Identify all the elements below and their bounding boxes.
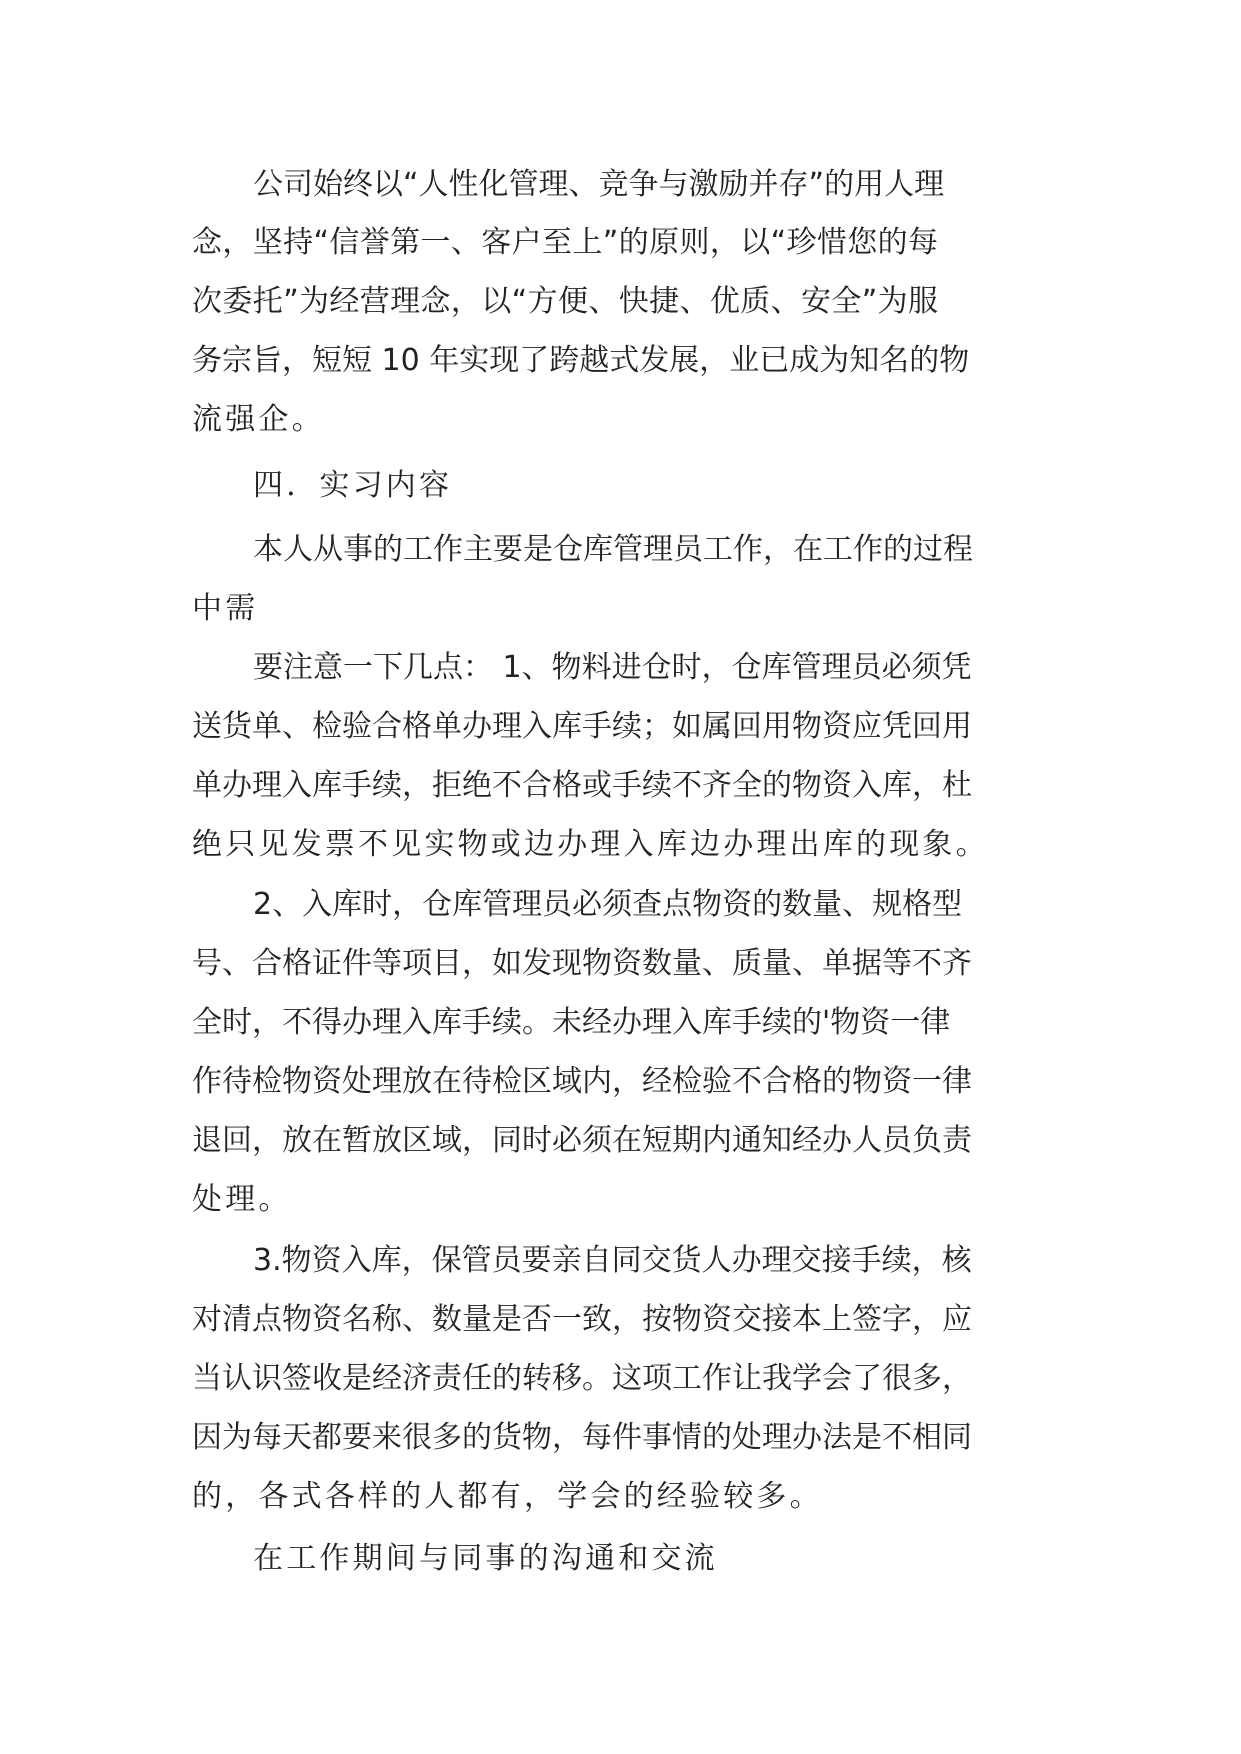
paragraph-line: 全时，不得办理入库手续。未经办理入库手续的'物资一律 (192, 1005, 951, 1040)
paragraph-line: 作待检物资处理放在待检区域内，经检验不合格的物资一律 (192, 1064, 972, 1099)
paragraph-line: 送货单、检验合格单办理入库手续；如属回用物资应凭回用 (192, 709, 972, 744)
paragraph-line: 的，各式各样的人都有，学会的经验较多。 (192, 1479, 823, 1514)
paragraph-line: 念，坚持“信誉第一、客户至上”的原则，以“珍惜您的每 (192, 225, 938, 260)
paragraph-line: 3.物资入库，保管员要亲自同交货人办理交接手续，核 (253, 1243, 972, 1278)
paragraph-line: 因为每天都要来很多的货物，每件事情的处理办法是不相同 (192, 1420, 972, 1455)
paragraph-line: 退回，放在暂放区域，同时必须在短期内通知经办人员负责 (192, 1123, 972, 1158)
paragraph-line: 在工作期间与同事的沟通和交流 (253, 1541, 718, 1576)
paragraph-line: 绝只见发票不见实物或边办理入库边办理出库的现象。 (192, 827, 989, 862)
paragraph-line: 当认识签收是经济责任的转移。这项工作让我学会了很多， (192, 1361, 972, 1396)
paragraph-line: 次委托”为经营理念，以“方便、快捷、优质、安全”为服 (192, 284, 938, 319)
paragraph-line: 2、入库时，仓库管理员必须查点物资的数量、规格型 (253, 887, 963, 922)
section-heading: 四．实习内容 (253, 468, 453, 503)
paragraph-line: 要注意一下几点： 1、物料进仓时，仓库管理员必须凭 (253, 650, 972, 685)
paragraph-line: 对清点物资名称、数量是否一致，按物资交接本上签字，应 (192, 1302, 972, 1337)
paragraph-line: 单办理入库手续，拒绝不合格或手续不齐全的物资入库，杜 (192, 768, 972, 803)
paragraph-line: 公司始终以“人性化管理、竞争与激励并存”的用人理 (253, 167, 945, 202)
paragraph-line: 流强企。 (192, 402, 325, 437)
paragraph-line: 号、合格证件等项目，如发现物资数量、质量、单据等不齐 (192, 946, 972, 981)
paragraph-line: 处理。 (192, 1182, 292, 1217)
paragraph-line: 务宗旨，短短 10 年实现了跨越式发展，业已成为知名的物 (192, 343, 970, 378)
paragraph-line: 本人从事的工作主要是仓库管理员工作，在工作的过程 (253, 532, 973, 567)
paragraph-line: 中需 (192, 591, 259, 626)
